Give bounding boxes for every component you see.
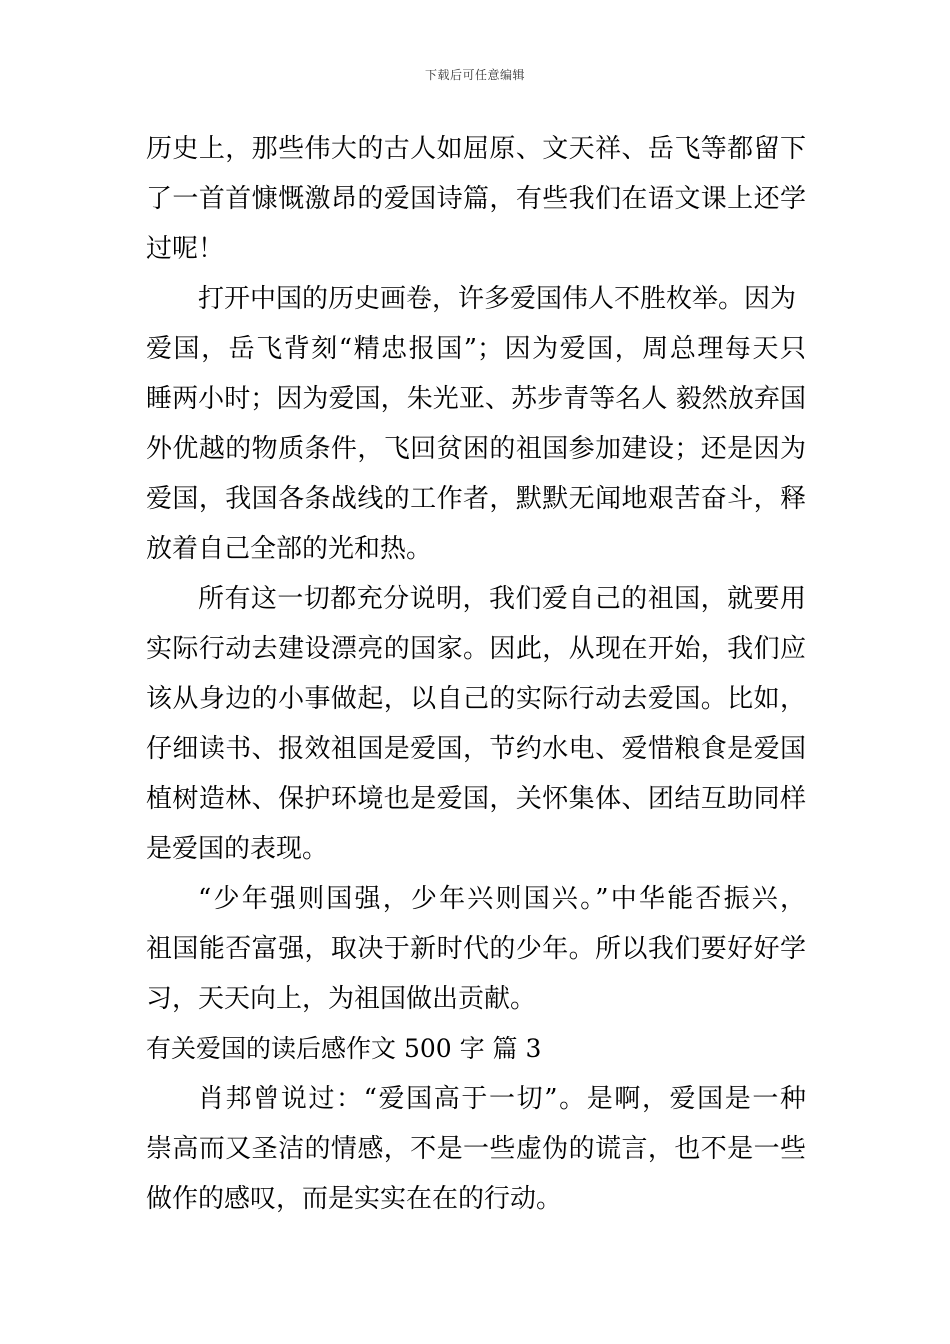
body-line: 历史上，那些伟大的古人如屈原、文天祥、岳飞等都留下: [146, 134, 806, 164]
body-line: 仔细读书、报效祖国是爱国，节约水电、爱惜粮食是爱国: [146, 734, 806, 764]
body-line: 爱国，我国各条战线的工作者，默默无闻地艰苦奋斗，释: [146, 484, 806, 514]
body-line: 爱国，岳飞背刻“精忠报国”；因为爱国，周总理每天只: [146, 334, 806, 364]
paragraph-first-line: “少年强则国强，少年兴则国兴。”中华能否振兴，: [198, 884, 806, 914]
paragraph-first-line: 所有这一切都充分说明，我们爱自己的祖国，就要用: [198, 584, 806, 614]
body-line: 放着自己全部的光和热。: [146, 534, 433, 564]
body-line: 实际行动去建设漂亮的国家。因此，从现在开始，我们应: [146, 634, 806, 664]
body-line: 做作的感叹，而是实实在在的行动。: [146, 1184, 563, 1214]
paragraph-first-line: 打开中国的历史画卷，许多爱国伟人不胜枚举。因为: [198, 284, 797, 314]
body-line: 该从身边的小事做起，以自己的实际行动去爱国。比如，: [146, 684, 806, 714]
body-line: 植树造林、保护环境也是爱国，关怀集体、团结互助同样: [146, 784, 806, 814]
body-line: 外优越的物质条件，飞回贫困的祖国参加建设；还是因为: [146, 434, 806, 464]
body-line: 祖国能否富强，取决于新时代的少年。所以我们要好好学: [146, 934, 806, 964]
body-line: 了一首首慷慨激昂的爱国诗篇，有些我们在语文课上还学: [146, 184, 806, 214]
body-line: 习，天天向上，为祖国做出贡献。: [146, 984, 537, 1014]
body-line: 睡两小时；因为爱国，朱光亚、苏步青等名人 毅然放弃国: [146, 384, 806, 414]
section-heading: 有关爱国的读后感作文 500 字 篇 3: [146, 1034, 542, 1063]
paragraph-first-line: 肖邦曾说过：“爱国高于一切”。是啊，爱国是一种: [198, 1084, 806, 1114]
body-line: 崇高而又圣洁的情感，不是一些虚伪的谎言，也不是一些: [146, 1134, 806, 1164]
body-line: 过呢！: [146, 234, 225, 264]
header-watermark: 下载后可任意编辑: [424, 68, 525, 82]
body-line: 是爱国的表现。: [146, 834, 329, 864]
